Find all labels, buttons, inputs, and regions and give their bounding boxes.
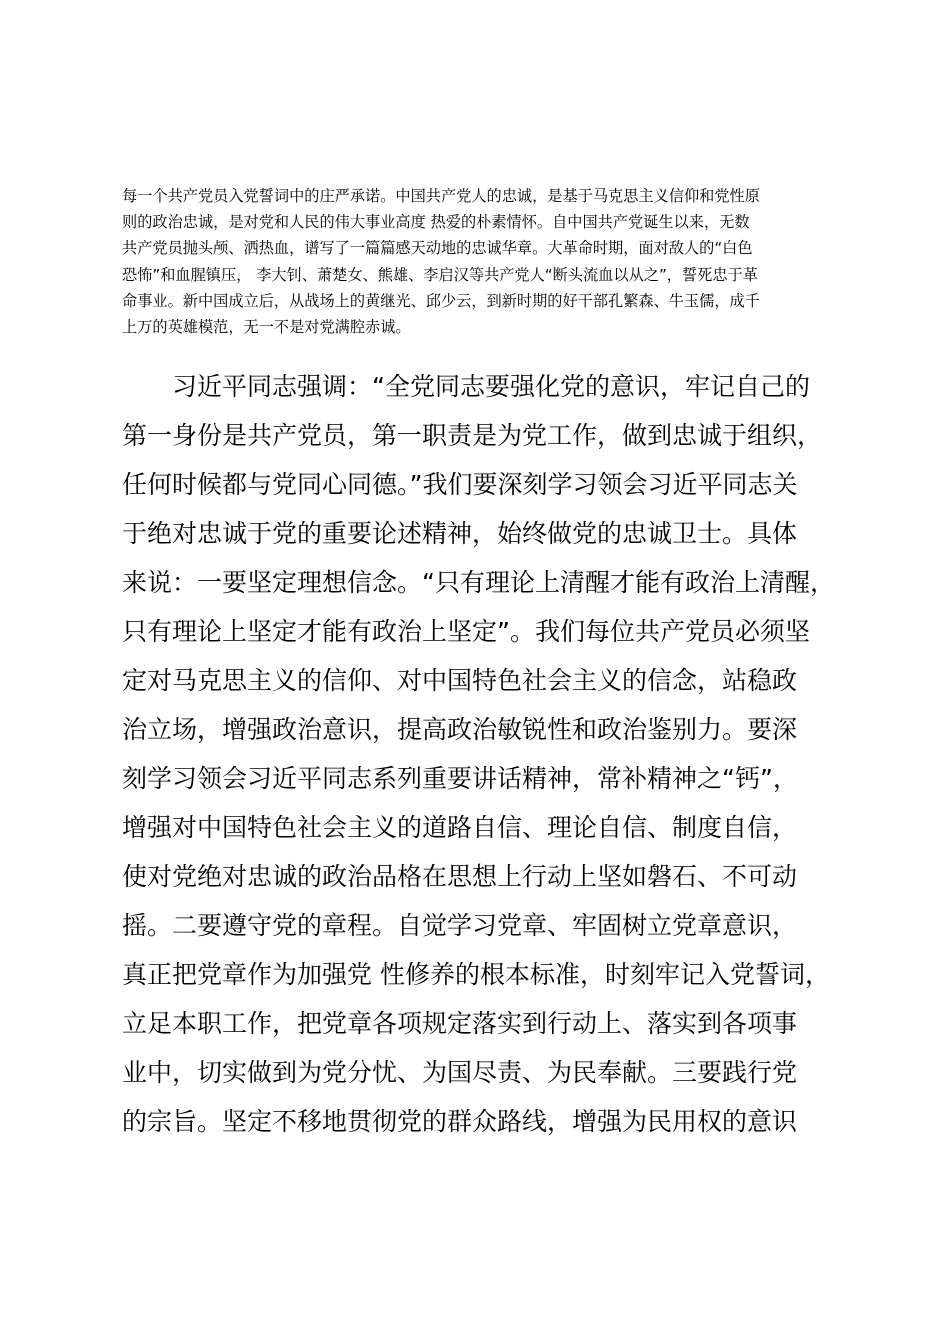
paragraph-main-body [122,362,852,1146]
paragraph-line: 于绝对忠诚于党的重要论述精神，始终做党的忠诚卫士。具体 [122,519,798,548]
paragraph-line: 共产党员抛头颅、洒热血，谱写了一篇篇感天动地的忠诚华章。大革命时期，面对敌人的“白色 [122,239,753,258]
paragraph-line: 使对党绝对忠诚的政治品格在思想上行动上坚如磐石、不可动 [122,862,798,891]
paragraph-line: 摇。二要遵守党的章程。自觉学习党章、牢固树立党章意识， [122,911,798,940]
paragraph-line: 恐怖”和血腥镇压， 李大钊、萧楚女、熊雄、李启汉等共产党人“断头流血以从之”，誓死忠于革 [122,265,758,284]
paragraph-line: 真正把党章作为加强党 性修养的根本标准，时刻牢记入党誓词， [122,960,830,989]
paragraph-small-print [122,183,834,340]
paragraph-line: 业中，切实做到为党分忧、为国尽责、为民奉献。三要践行党 [122,1058,798,1087]
paragraph-line: 则的政治忠诚，是对党和人民的伟大事业高度 热爱的朴素情怀。自中国共产党诞生以来，无数 [122,213,750,232]
paragraph-line: 定对马克思主义的信仰、对中国特色社会主义的信念，站稳政 [122,666,798,695]
paragraph-line: 第一身份是共产党员，第一职责是为党工作，做到忠诚于组织， [122,421,823,450]
paragraph-line: 习近平同志强调：“全党同志要强化党的意识，牢记自己的 [122,372,810,401]
paragraph-line: 立足本职工作，把党章各项规定落实到行动上、落实到各项事 [122,1009,798,1038]
paragraph-line: 每一个共产党员入党誓词中的庄严承诺。中国共产党人的忠诚，是基于马克思主义信仰和党性原 [122,187,760,205]
paragraph-line: 命事业。新中国成立后，从战场上的黄继光、邱少云，到新时期的好干部孔繁森、牛玉儒，成千 [122,291,760,310]
paragraph-line: 增强对中国特色社会主义的道路自信、理论自信、制度自信， [122,813,798,842]
paragraph-line: 的宗旨。坚定不移地贯彻党的群众路线，增强为民用权的意识 [122,1107,798,1136]
paragraph-line: 刻学习领会习近平同志系列重要讲话精神，常补精神之“钙”， [122,764,798,793]
paragraph-line: 治立场，增强政治意识，提高政治敏锐性和政治鉴别力。要深 [122,715,798,744]
paragraph-line: 来说：一要坚定理想信念。“只有理论上清醒才能有政治上清醒， [122,568,835,597]
paragraph-line: 上万的英雄模范，无一不是对党满腔赤诚。 [122,317,411,336]
paragraph-line: 只有理论上坚定才能有政治上坚定”。我们每位共产党员必须坚 [122,617,810,646]
paragraph-line: 任何时候都与党同心同德。”我们要深刻学习领会习近平同志关 [122,470,798,499]
